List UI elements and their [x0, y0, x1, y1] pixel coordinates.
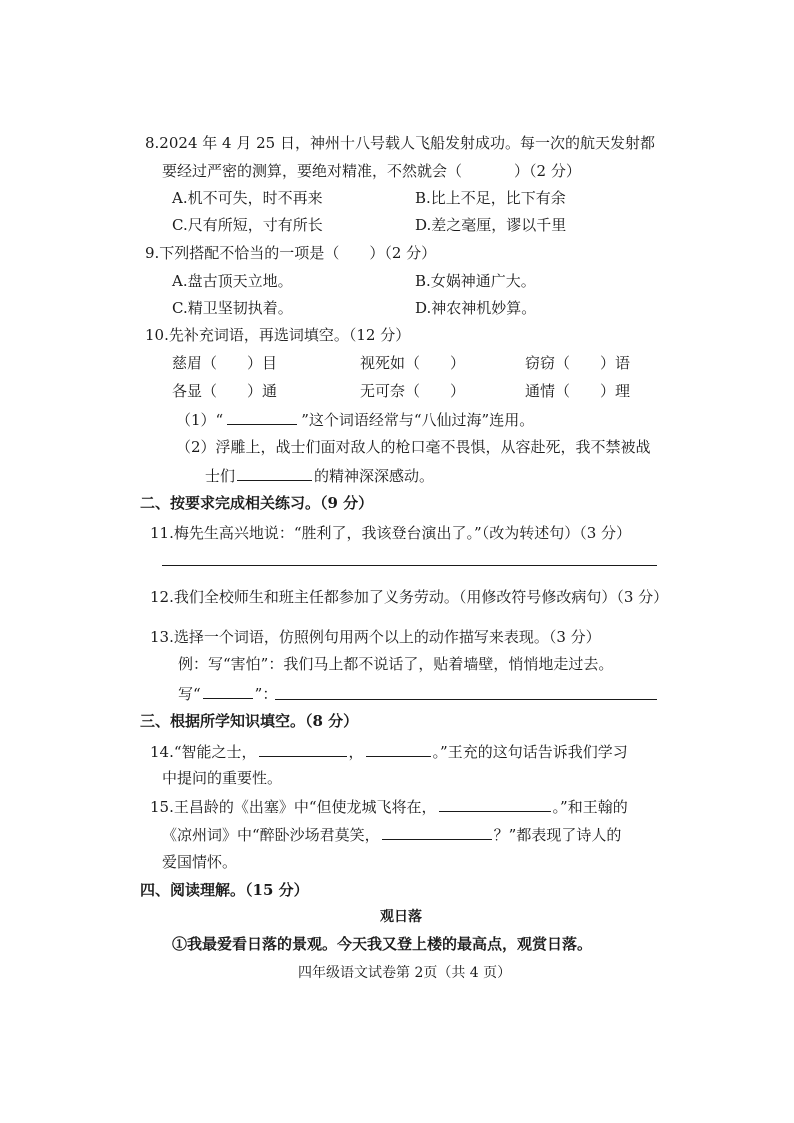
- q11-stem: 11.梅先生高兴地说：“胜利了，我该登台演出了。”（改为转述句）（3 分）: [150, 524, 632, 542]
- q13-stem: 13.选择一个词语，仿照例句用两个以上的动作描写来表现。（3 分）: [150, 628, 601, 646]
- section-3-heading: 三、根据所学知识填空。（8 分）: [140, 712, 359, 730]
- q10-word-2: 视死如（ ）: [360, 354, 466, 372]
- q10-sub2-line1: （2）浮雕上，战士们面对敌人的枪口毫不畏惧，从容赴死，我不禁被战: [176, 438, 651, 456]
- q9-option-a[interactable]: A.盘古顶天立地。: [172, 272, 293, 290]
- q8-option-a[interactable]: A.机不可失，时不再来: [172, 189, 323, 207]
- section-2-heading: 二、按要求完成相关练习。（9 分）: [140, 494, 374, 512]
- q12-stem: 12.我们全校师生和班主任都参加了义务劳动。（用修改符号修改病句）（3 分）: [150, 588, 669, 606]
- q8-option-b[interactable]: B.比上不足，比下有余: [415, 189, 566, 207]
- q15-blank-2[interactable]: [382, 823, 492, 840]
- q10-word-3: 窃窃（ ）语: [525, 354, 631, 372]
- q14-line2: 中提问的重要性。: [162, 769, 283, 787]
- q10-sub2-blank[interactable]: [237, 464, 312, 481]
- q13-answer-line[interactable]: [275, 699, 657, 700]
- q10-sub2-line2: 士们 的精神深深感动。: [205, 464, 434, 487]
- q13-write-label: 写“ ”：: [178, 682, 277, 705]
- q14-blank-2[interactable]: [366, 740, 431, 757]
- q10-sub1: （1）“ ”这个词语经常与“八仙过海”连用。: [176, 408, 534, 431]
- passage-title: 观日落: [380, 909, 422, 925]
- q15-line1: 15.王昌龄的《出塞》中“但使龙城飞将在， 。”和王翰的: [150, 795, 628, 818]
- q13-example: 例：写“害怕”：我们马上都不说话了，贴着墙壁，悄悄地走过去。: [178, 655, 614, 673]
- q9-option-d[interactable]: D.神农神机妙算。: [415, 299, 537, 317]
- q10-word-4: 各显（ ）通: [172, 382, 278, 400]
- q10-word-5: 无可奈（ ）: [360, 382, 466, 400]
- q8-stem-line2: 要经过严密的测算，要绝对精准，不然就会（ ）（2 分）: [162, 162, 581, 180]
- section-4-heading: 四、阅读理解。（15 分）: [140, 881, 309, 899]
- q8-stem-line1: 8.2024 年 4 月 25 日，神州十八号载人飞船发射成功。每一次的航天发射都: [145, 134, 655, 152]
- q9-option-b[interactable]: B.女娲神通广大。: [415, 272, 536, 290]
- q14-line1: 14.“智能之士， ， 。”王充的这句话告诉我们学习: [150, 740, 628, 763]
- q10-word-6: 通情（ ）理: [525, 382, 631, 400]
- q15-blank-1[interactable]: [439, 795, 551, 812]
- q10-word-1: 慈眉（ ）目: [172, 354, 278, 372]
- passage-paragraph-1: ①我最爱看日落的景观。今天我又登上楼的最高点，观赏日落。: [172, 935, 593, 953]
- q13-word-blank[interactable]: [203, 682, 253, 699]
- q14-blank-1[interactable]: [259, 740, 347, 757]
- page-footer: 四年级语文试卷第 2页（共 4 页）: [298, 965, 512, 981]
- q15-line2: 《凉州词》中“醉卧沙场君莫笑， ？”都表现了诗人的: [162, 823, 621, 846]
- q9-option-c[interactable]: C.精卫坚韧执着。: [172, 299, 293, 317]
- q9-stem: 9.下列搭配不恰当的一项是（ ）（2 分）: [145, 244, 437, 262]
- q15-line3: 爱国情怀。: [162, 853, 238, 871]
- q8-option-c[interactable]: C.尺有所短，寸有所长: [172, 216, 323, 234]
- q8-option-d[interactable]: D.差之毫厘，谬以千里: [415, 216, 567, 234]
- q11-answer-line[interactable]: [162, 565, 657, 566]
- q10-stem: 10.先补充词语，再选词填空。（12 分）: [145, 326, 411, 344]
- q10-sub1-blank[interactable]: [227, 408, 297, 425]
